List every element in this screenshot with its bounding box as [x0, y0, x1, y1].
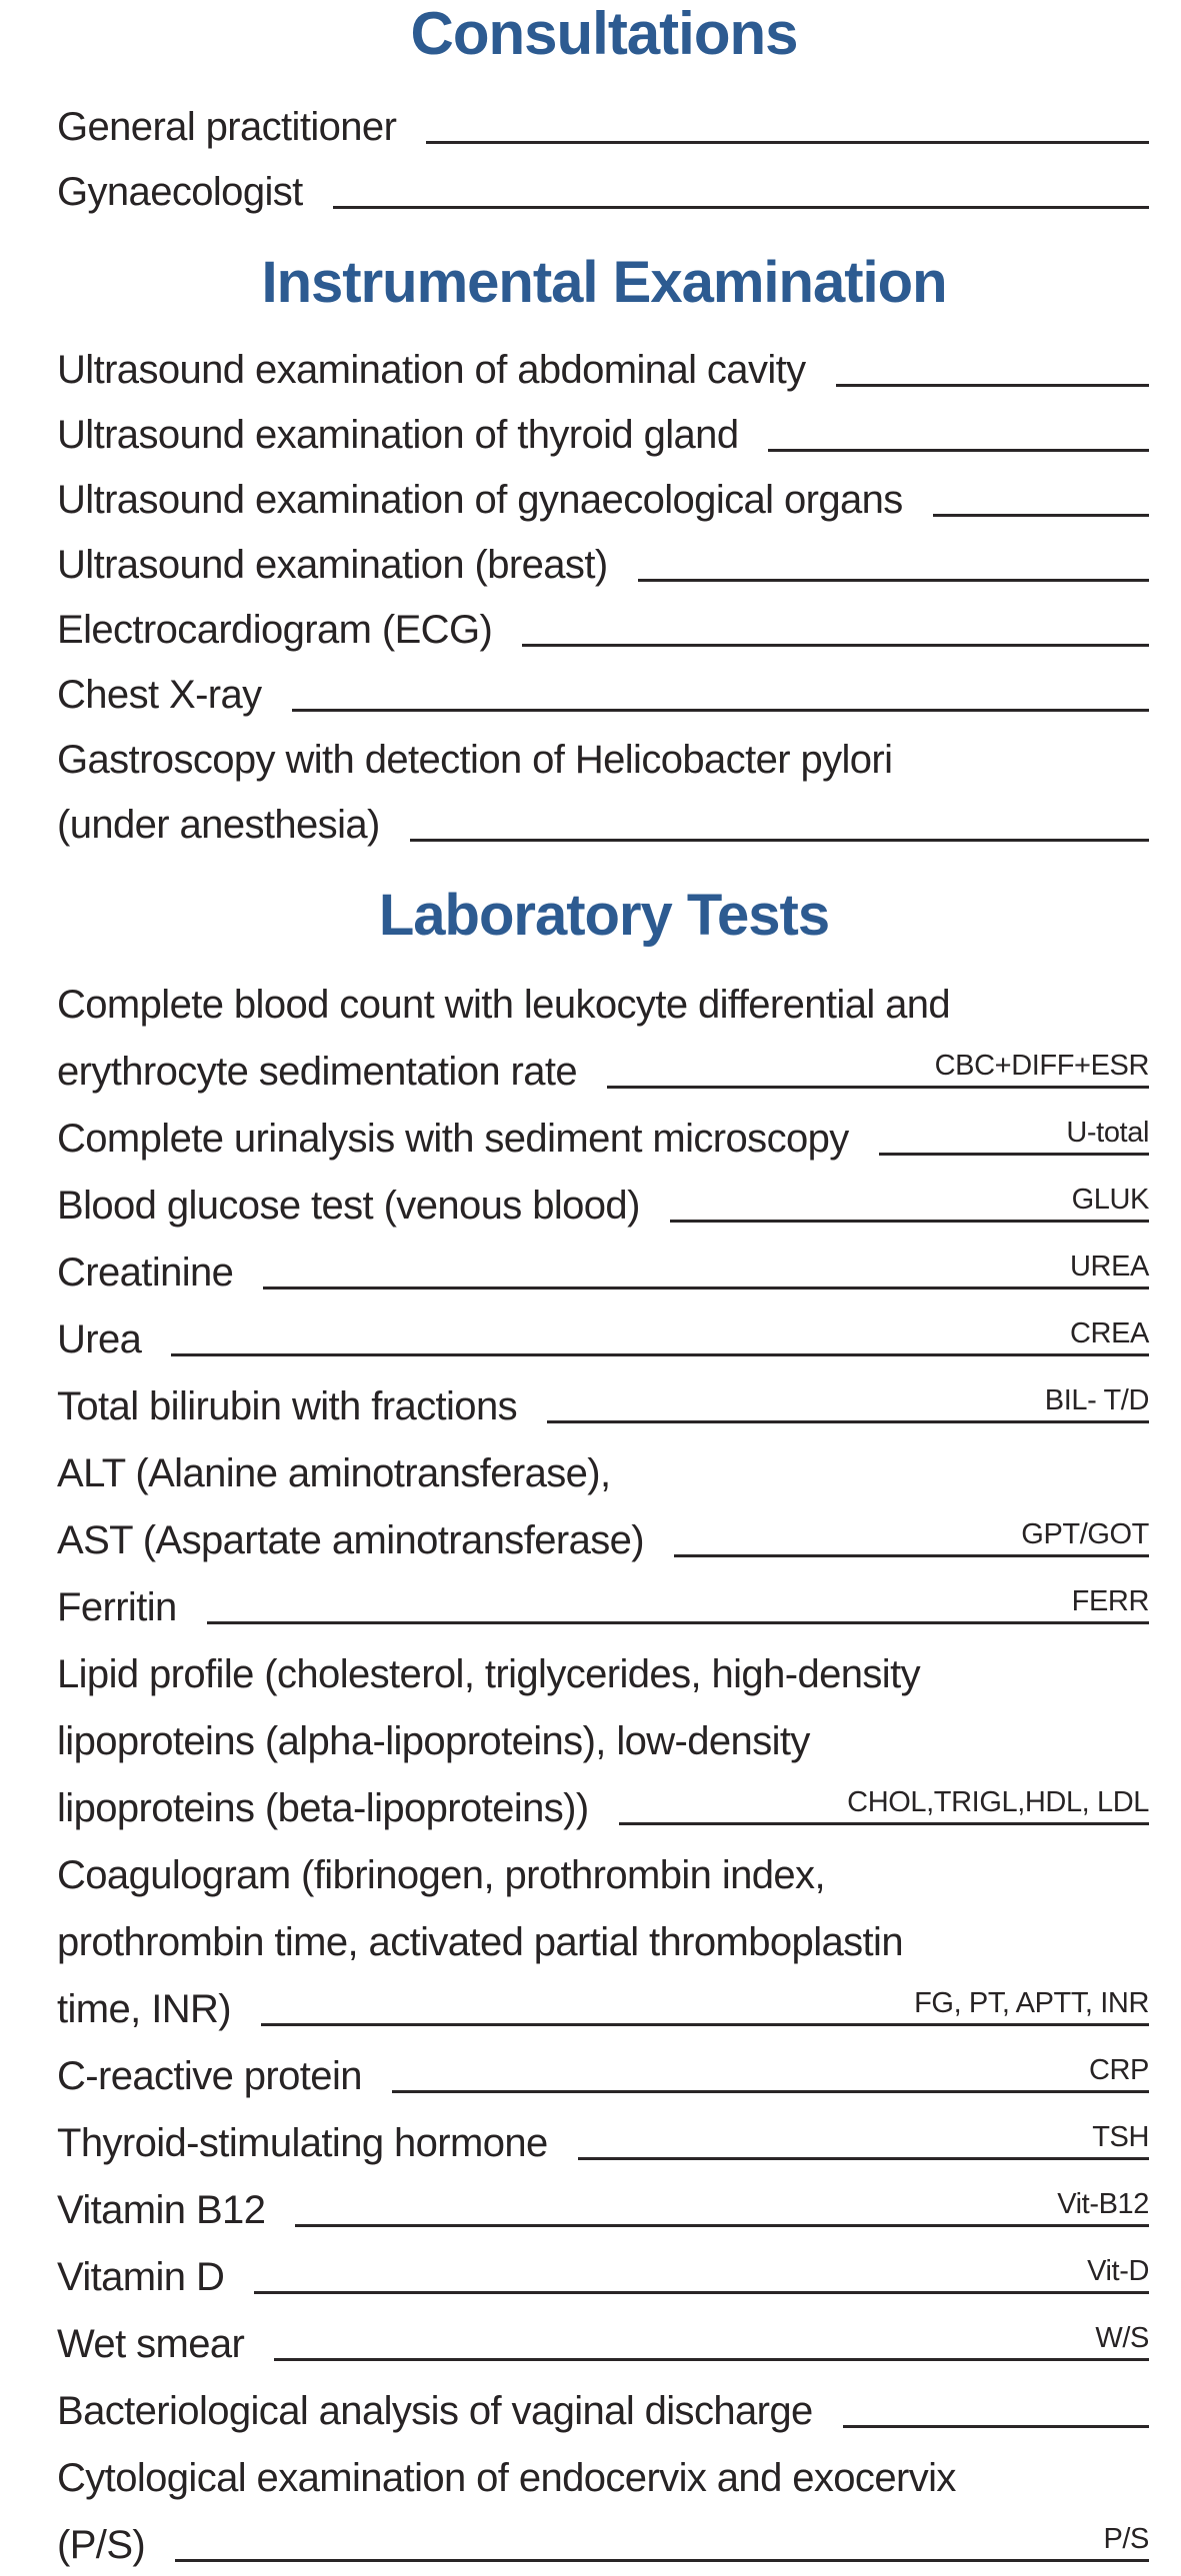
test-code: FERR: [1071, 1584, 1149, 1617]
blank-fill-line: [638, 539, 1149, 582]
item-label: Wet smear: [57, 2321, 245, 2366]
checklist-item: [57, 1370, 1151, 1437]
item-line: [57, 1237, 1151, 1303]
checklist-item: [57, 1303, 1151, 1370]
checklist-item: [57, 2174, 1151, 2241]
checklist-item: [57, 158, 1151, 223]
item-line: [57, 661, 1151, 726]
item-line: [57, 466, 1151, 531]
item-label: Blood glucose test (venous blood): [57, 1183, 640, 1228]
test-code: CRP: [1088, 2053, 1149, 2086]
checklist-item: [57, 336, 1151, 401]
test-code: CHOL,TRIGL,HDL, LDL: [847, 1785, 1149, 1818]
section-title-laboratory-tests: Laboratory Tests: [378, 882, 830, 948]
item-line: [57, 1170, 1151, 1237]
item-label: time, INR): [57, 1986, 232, 2031]
item-label: Chest X-ray: [57, 672, 262, 717]
checklist-item: [57, 596, 1151, 661]
item-line: [57, 531, 1151, 596]
item-line: [57, 158, 1151, 223]
test-code: Vit-D: [1087, 2254, 1149, 2287]
item-label: Vitamin D: [57, 2254, 225, 2299]
test-code: CREA: [1070, 1316, 1149, 1349]
item-line: [57, 1705, 1151, 1772]
checklist-item: [57, 726, 1151, 856]
blank-fill-line: [333, 166, 1149, 209]
blank-fill-line: [426, 101, 1149, 144]
blank-fill-line: [607, 1046, 1149, 1089]
item-label: lipoproteins (alpha-lipoproteins), low-density: [57, 1718, 810, 1763]
section-laboratory-tests: [57, 882, 1151, 2576]
item-line: [57, 2107, 1151, 2174]
checklist-item: [57, 466, 1151, 531]
item-label: lipoproteins (beta-lipoproteins)): [57, 1785, 589, 1830]
item-line: [57, 336, 1151, 401]
test-code: BIL- T/D: [1044, 1383, 1149, 1416]
item-line: [57, 726, 1151, 791]
item-line: [57, 2040, 1151, 2107]
item-line: [57, 1370, 1151, 1437]
item-line: [57, 1303, 1151, 1370]
item-line: [57, 1036, 1151, 1103]
blank-fill-line: [619, 1782, 1149, 1825]
item-line: [57, 2509, 1151, 2576]
item-label: Complete urinalysis with sediment microscopy: [57, 1116, 849, 1161]
item-line: [57, 1504, 1151, 1571]
blank-fill-line: [295, 2184, 1149, 2227]
blank-fill-line: [578, 2117, 1149, 2160]
blank-fill-line: [522, 604, 1149, 647]
blank-fill-line: [274, 2318, 1149, 2361]
item-line: [57, 2241, 1151, 2308]
section-title-consultations: Consultations: [410, 0, 798, 67]
item-label: Bacteriological analysis of vaginal discharge: [57, 2388, 813, 2433]
checklist-item: [57, 1237, 1151, 1303]
item-line: [57, 1973, 1151, 2040]
item-label: (P/S): [57, 2522, 146, 2567]
item-label: ALT (Alanine aminotransferase),: [57, 1450, 611, 1495]
checklist-item: [57, 2308, 1151, 2375]
checklist-item: [57, 2040, 1151, 2107]
blank-fill-line: [171, 1313, 1149, 1356]
item-label: AST (Aspartate aminotransferase): [57, 1517, 644, 1562]
checklist-item: [57, 1571, 1151, 1638]
item-label: Ultrasound examination of thyroid gland: [57, 412, 739, 457]
test-code: TSH: [1092, 2120, 1149, 2153]
item-label: Gynaecologist: [57, 170, 303, 214]
item-line: [57, 1839, 1151, 1906]
section-instrumental-examination: [57, 250, 1151, 856]
item-line: [57, 1437, 1151, 1504]
item-label: Creatinine: [57, 1250, 234, 1294]
blank-fill-line: [261, 1983, 1149, 2026]
blank-fill-line: [879, 1113, 1149, 1156]
checklist-item: [57, 661, 1151, 726]
blank-fill-line: [836, 344, 1149, 387]
blank-fill-line: [392, 2050, 1149, 2093]
item-label: Ultrasound examination (breast): [57, 542, 608, 587]
checklist-item: [57, 1170, 1151, 1237]
test-code: GPT/GOT: [1021, 1517, 1149, 1550]
item-label: erythrocyte sedimentation rate: [57, 1049, 578, 1094]
item-line: [57, 401, 1151, 466]
item-line: [57, 596, 1151, 661]
test-code: FG, PT, APTT, INR: [914, 1986, 1149, 2019]
item-label: Urea: [57, 1316, 142, 1361]
blank-fill-line: [933, 474, 1149, 517]
blank-fill-line: [207, 1581, 1149, 1624]
checklist-item: [57, 401, 1151, 466]
item-label: Cytological examination of endocervix and exocervix: [57, 2455, 956, 2500]
item-label: Complete blood count with leukocyte differential and: [57, 982, 951, 1027]
item-label: (under anesthesia): [57, 802, 380, 847]
test-code: UREA: [1070, 1250, 1149, 1283]
item-label: Ultrasound examination of gynaecological organs: [57, 477, 903, 522]
item-label: Ultrasound examination of abdominal cavity: [57, 347, 806, 392]
blank-fill-line: [410, 799, 1149, 842]
item-label: Gastroscopy with detection of Helicobacter pylori: [57, 737, 893, 782]
test-code: U-total: [1066, 1116, 1149, 1149]
item-label: Vitamin B12: [57, 2187, 266, 2232]
blank-fill-line: [768, 409, 1149, 452]
item-label: Ferritin: [57, 1584, 177, 1629]
checklist-item: [57, 2375, 1151, 2442]
blank-fill-line: [175, 2519, 1149, 2562]
item-label: prothrombin time, activated partial thromboplastin: [57, 1919, 903, 1964]
item-line: [57, 1772, 1151, 1839]
item-line: [57, 1571, 1151, 1638]
checklist-item: [57, 1638, 1151, 1839]
item-label: Coagulogram (fibrinogen, prothrombin index,: [57, 1852, 825, 1897]
checklist-item: [57, 1103, 1151, 1170]
blank-fill-line: [263, 1247, 1149, 1289]
blank-fill-line: [254, 2251, 1149, 2294]
item-line: [57, 2442, 1151, 2509]
item-label: C-reactive protein: [57, 2053, 362, 2098]
item-label: Thyroid-stimulating hormone: [57, 2120, 548, 2165]
item-line: [57, 93, 1151, 158]
item-line: [57, 2308, 1151, 2375]
item-line: [57, 1906, 1151, 1973]
blank-fill-line: [674, 1514, 1149, 1557]
checklist-item: [57, 1839, 1151, 2040]
checklist-item: [57, 93, 1151, 158]
test-code: Vit-B12: [1057, 2187, 1149, 2220]
section-consultations: [57, 2, 1151, 223]
item-line: [57, 969, 1151, 1036]
test-code: GLUK: [1071, 1183, 1149, 1216]
checklist-item: [57, 969, 1151, 1103]
item-label: General practitioner: [57, 105, 397, 149]
test-code: CBC+DIFF+ESR: [934, 1049, 1149, 1082]
blank-fill-line: [670, 1180, 1149, 1223]
item-line: [57, 2375, 1151, 2442]
checklist-item: [57, 2442, 1151, 2576]
checklist-item: [57, 2241, 1151, 2308]
blank-fill-line: [292, 669, 1149, 712]
test-code: P/S: [1103, 2522, 1149, 2555]
item-label: Electrocardiogram (ECG): [57, 607, 493, 652]
test-code: W/S: [1095, 2321, 1149, 2354]
item-label: Total bilirubin with fractions: [57, 1383, 517, 1428]
item-line: [57, 1103, 1151, 1170]
checklist-item: [57, 1437, 1151, 1571]
item-line: [57, 791, 1151, 856]
checklist-item: [57, 2107, 1151, 2174]
checklist-item: [57, 531, 1151, 596]
section-title-instrumental-examination: Instrumental Examination: [261, 250, 947, 315]
blank-fill-line: [843, 2385, 1149, 2428]
item-line: [57, 1638, 1151, 1705]
item-label: Lipid profile (cholesterol, triglycerides, high-density: [57, 1651, 920, 1696]
blank-fill-line: [547, 1380, 1149, 1423]
item-line: [57, 2174, 1151, 2241]
